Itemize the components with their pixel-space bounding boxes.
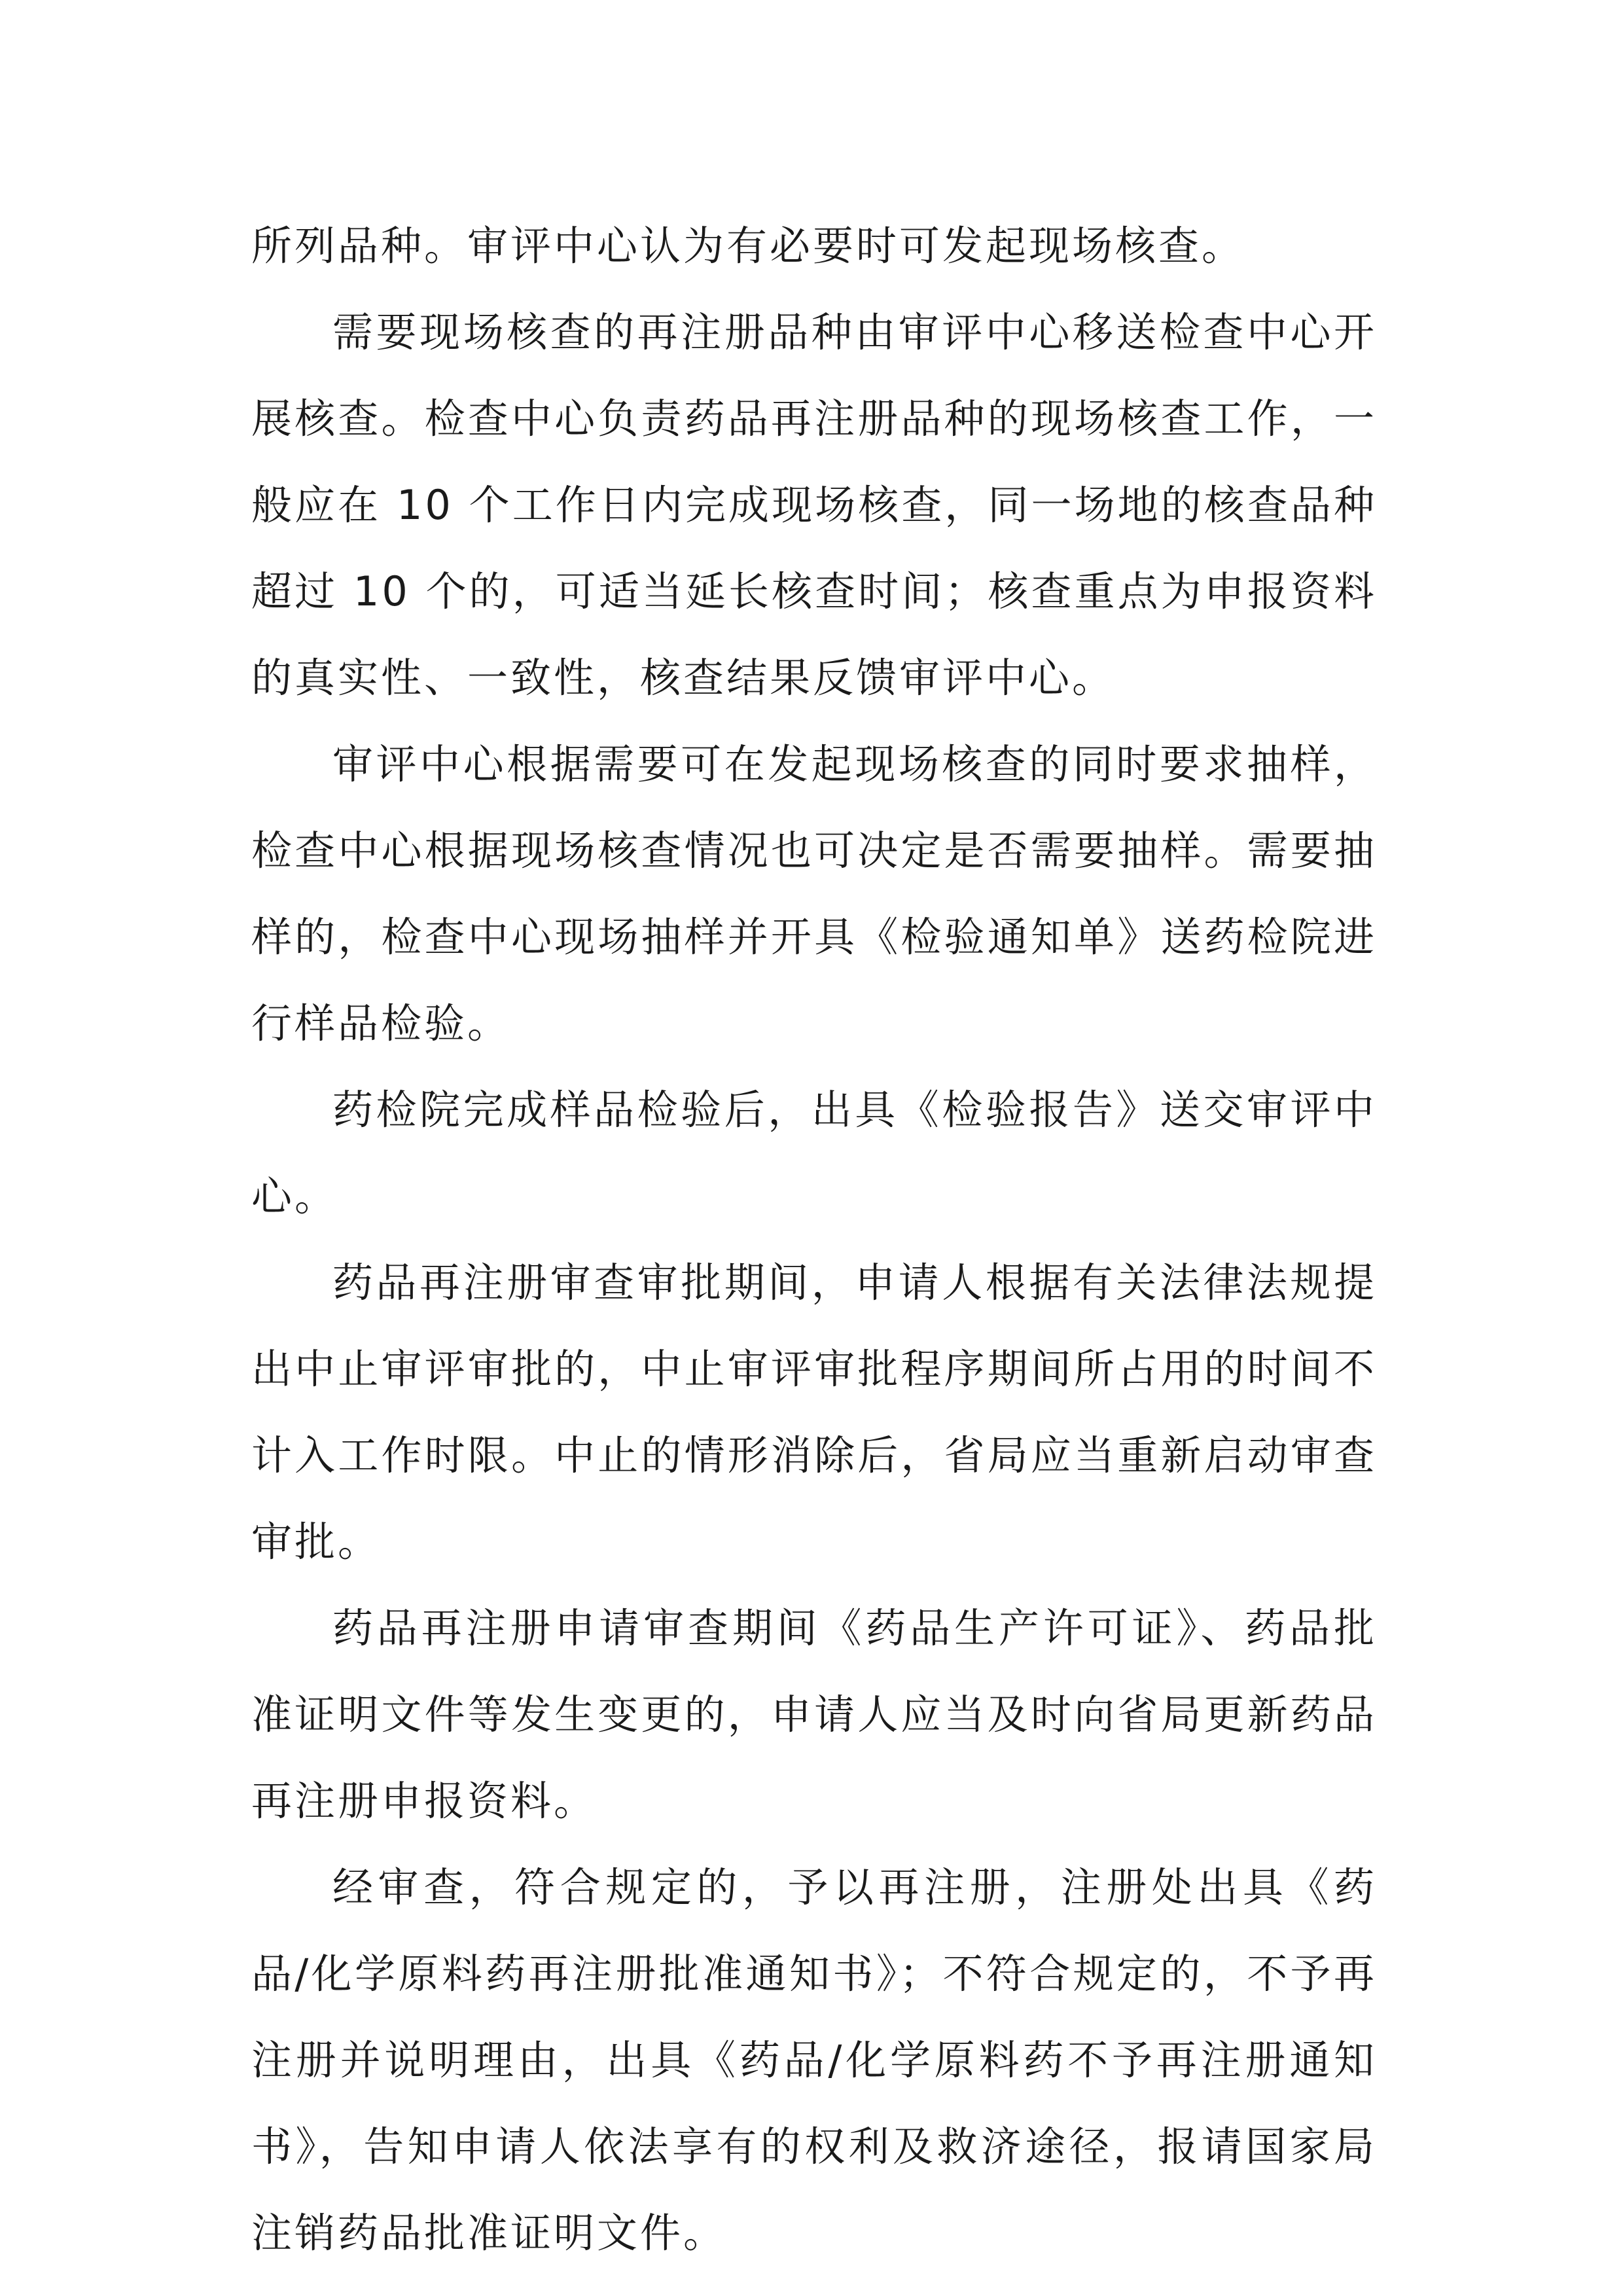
paragraph-3: 审评中心根据需要可在发起现场核查的同时要求抽样，检查中心根据现场核查情况也可决定是否需要抽样。需要抽样的，检查中心现场抽样并开具《检验通知单》送药检院进行样品检验。 (251, 740, 1377, 1047)
paragraph-4: 药检院完成样品检验后，出具《检验报告》送交审评中心。 (251, 1086, 1377, 1220)
paragraph-2: 需要现场核查的再注册品种由审评中心移送检查中心开展核查。检查中心负责药品再注册品种的现场核查工作，一般应在 10 个工作日内完成现场核查，同一场地的核查品种超过 10 个的，可适当延长核查时间；核查重点为申报资料的真实性、一致性，核查结果反馈审评中心。 (251, 308, 1377, 702)
paragraph-5: 药品再注册审查审批期间，申请人根据有关法律法规提出中止审评审批的，中止审评审批程序期间所占用的时间不计入工作时限。中止的情形消除后，省局应当重新启动审查审批。 (251, 1259, 1377, 1566)
paragraph-6: 药品再注册申请审查期间《药品生产许可证》、药品批准证明文件等发生变更的，申请人应当及时向省局更新药品再注册申报资料。 (251, 1604, 1377, 1825)
paragraph-1: 所列品种。审评中心认为有必要时可发起现场核查。 (251, 222, 1245, 270)
document-body (251, 203, 1377, 2276)
paragraph-7: 经审查，符合规定的，予以再注册，注册处出具《药品/化学原料药再注册批准通知书》；不符合规定的，不予再注册并说明理由，出具《药品/化学原料药不予再注册通知书》，告知申请人依法享有的权利及救济途径，报请国家局注销药品批准证明文件。 (251, 1863, 1377, 2257)
